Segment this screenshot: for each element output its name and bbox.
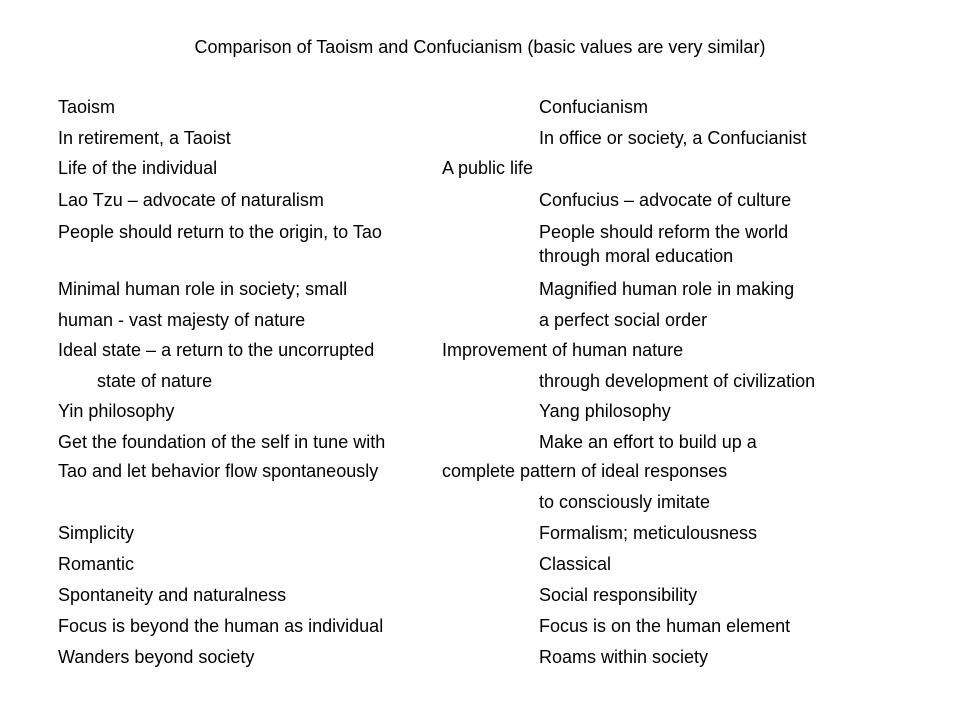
left-text: People should return to the origin, to Tao [58, 222, 382, 242]
right-text-confucianism-heading: Confucianism [539, 97, 649, 117]
right-text: a perfect social order [539, 310, 708, 330]
left-text: Minimal human role in society; small [58, 279, 348, 299]
left-text: human - vast majesty of nature [58, 310, 306, 330]
right-text: Classical [539, 554, 612, 574]
right-text: to consciously imitate [539, 492, 711, 512]
left-text: Yin philosophy [58, 401, 175, 421]
right-text: Confucius – advocate of culture [539, 190, 792, 210]
right-text: complete pattern of ideal responses [442, 461, 728, 481]
right-text: Roams within society [539, 647, 709, 667]
right-text: Formalism; meticulousness [539, 523, 758, 543]
right-text: Magnified human role in making [539, 279, 795, 299]
right-text: In office or society, a Confucianist [539, 128, 807, 148]
left-text: Simplicity [58, 523, 135, 543]
left-text: Ideal state – a return to the uncorrupted [58, 340, 375, 360]
left-text: Romantic [58, 554, 135, 574]
left-text: Life of the individual [58, 158, 218, 178]
left-text: Focus is beyond the human as individual [58, 616, 384, 636]
left-text: Wanders beyond society [58, 647, 255, 667]
right-text: People should reform the world [539, 222, 789, 242]
right-text: Social responsibility [539, 585, 698, 605]
left-text: Lao Tzu – advocate of naturalism [58, 190, 324, 210]
right-text: Make an effort to build up a [539, 432, 757, 452]
slide-title: Comparison of Taoism and Confucianism (basic values are very similar) [194, 37, 766, 57]
right-text: through development of civilization [539, 371, 816, 391]
right-text: Improvement of human nature [442, 340, 684, 360]
left-text: Spontaneity and naturalness [58, 585, 287, 605]
right-text: A public life [442, 158, 534, 178]
left-text-taoism-heading: Taoism [58, 97, 116, 117]
right-text: Yang philosophy [539, 401, 671, 421]
right-text: Focus is on the human element [539, 616, 791, 636]
left-text-indented: state of nature [97, 371, 213, 391]
left-text: Get the foundation of the self in tune with [58, 432, 386, 452]
right-text-continuation: through moral education [539, 246, 734, 266]
left-text: Tao and let behavior flow spontaneously [58, 461, 379, 481]
left-text: In retirement, a Taoist [58, 128, 231, 148]
